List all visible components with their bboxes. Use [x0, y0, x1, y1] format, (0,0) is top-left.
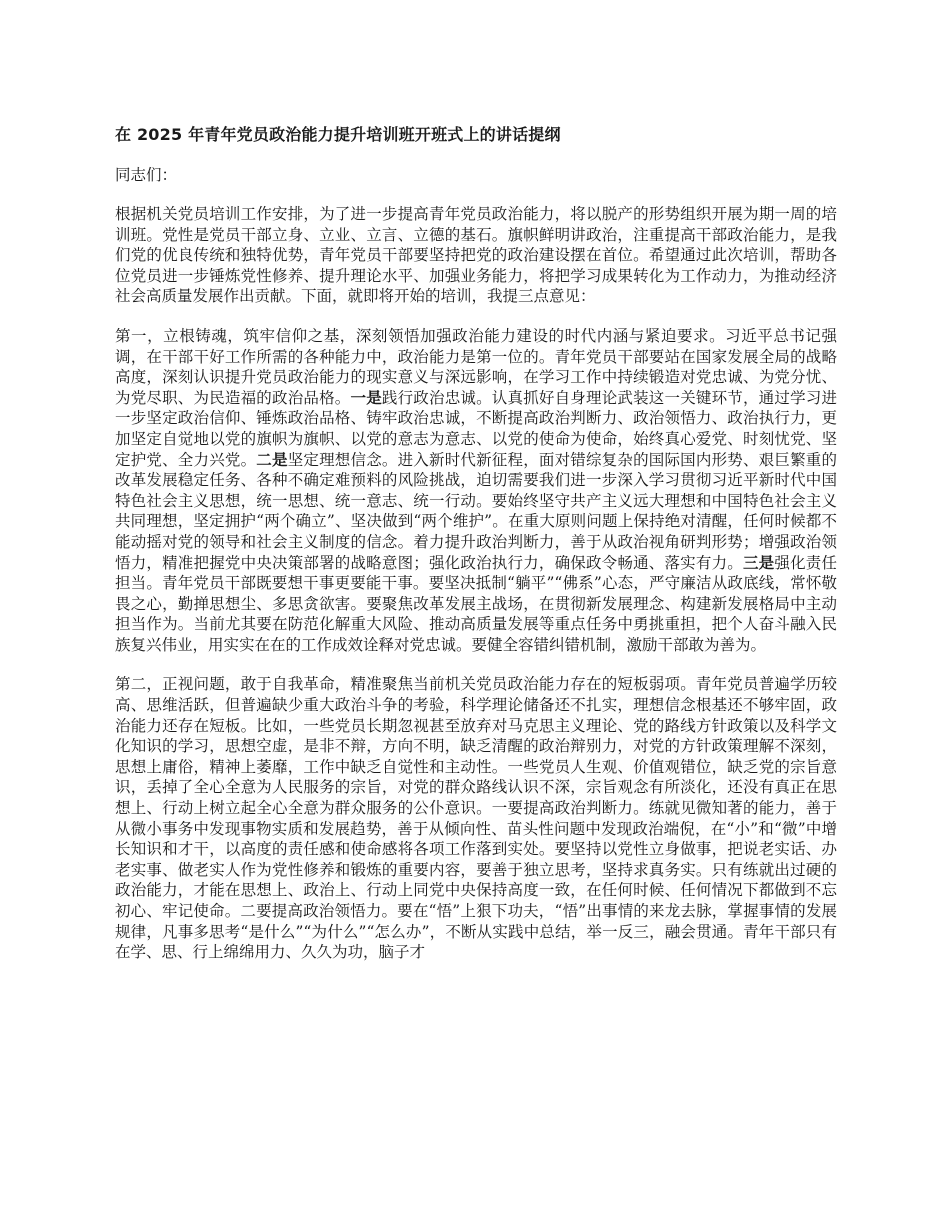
- document-page: [115, 124, 837, 982]
- section-one-paragraph: [115, 326, 837, 656]
- point-three-label: 三是: [742, 553, 775, 572]
- document-title: 在 2025 年青年党员政治能力提升培训班开班式上的讲话提纲: [115, 125, 561, 144]
- point-two-text: 坚定理想信念。进入新时代新征程，面对错综复杂的国际国内形势、艰巨繁重的改革发展稳定任务、各种不确定难预料的风险挑战，迫切需要我们进一步深入学习贯彻习近平新时代中国特色社会主义思想，统一思想、统一意志、统一行动。要始终坚守共产主义远大理想和中国特色社会主义共同理想，坚定拥护“两个确立”、坚决做到“两个维护”。在重大原则问题上保持绝对清醒，任何时候都不能动摇对党的领导和社会主义制度的信念。着力提升政治判断力，善于从政治视角研判形势；增强政治领悟力，精准把握党中央决策部署的战略意图；强化政治执行力，确保政令畅通、落实有力。: [115, 450, 837, 572]
- section-two-paragraph: 第二，正视问题，敢于自我革命，精准聚焦当前机关党员政治能力存在的短板弱项。青年党员普遍学历较高、思维活跃，但普遍缺少重大政治斗争的考验，科学理论储备还不扎实，理想信念根基还不够牢固，政治能力还存在短板。比如，一些党员长期忽视甚至放弃对马克思主义理论、党的路线方针政策以及科学文化知识的学习，思想空虚，是非不辩，方向不明，缺乏清醒的政治辩别力，对党的方针政策理解不深刻，思想上庸俗，精神上萎靡，工作中缺乏自觉性和主动性。一些党员人生观、价值观错位，缺乏党的宗旨意识，丢掉了全心全意为人民服务的宗旨，对党的群众路线认识不深，宗旨观念有所淡化，还没有真正在思想上、行动上树立起全心全意为群众服务的公仆意识。一要提高政治判断力。练就见微知著的能力，善于从微小事务中发现事物实质和发展趋势，善于从倾向性、苗头性问题中发现政治端倪，在“小”和“微”中增长知识和才干，以高度的责任感和使命感将各项工作落到实处。要坚持以党性立身做事，把说老实话、办老实事、做老实人作为党性修养和锻炼的重要内容，要善于独立思考，坚持求真务实。只有练就出过硬的政治能力，才能在思想上、政治上、行动上同党中央保持高度一致，在任何时候、任何情况下都做到不忘初心、牢记使命。二要提高政治领悟力。要在“悟”上狠下功夫，“悟”出事情的来龙去脉，掌握事情的发展规律，凡事多思考“是什么”“为什么”“怎么办”，不断从实践中总结，举一反三，融会贯通。青年干部只有在学、思、行上绵绵用力、久久为功，脑子才: [115, 675, 837, 962]
- point-three-text: 强化责任担当。青年党员干部既要想干事更要能干事。要坚决抵制“躺平”“佛系”心态，严守廉洁从政底线，常怀敬畏之心，勤掸思想尘、多思贪欲害。要聚焦改革发展主战场，在贯彻新发展理念、构建新发展格局中主动担当作为。当前尤其要在防范化解重大风险、推动高质量发展等重点任务中勇挑重担，把个人奋斗融入民族复兴伟业，用实实在在的工作成效诠释对党忠诚。要健全容错纠错机制，激励干部敢为善为。: [115, 553, 837, 654]
- point-two-label: 二是: [256, 450, 288, 469]
- greeting: 同志们：: [115, 166, 178, 184]
- point-one-label: 一是: [350, 388, 382, 407]
- intro-paragraph: 根据机关党员培训工作安排，为了进一步提高青年党员政治能力，将以脱产的形势组织开展为期一周的培训班。党性是党员干部立身、立业、立言、立德的基石。旗帜鲜明讲政治，注重提高干部政治能力，是我们党的优良传统和独特优势，青年党员干部要坚持把党的政治建设摆在首位。希望通过此次培训，帮助各位党员进一步锤炼党性修养、提升理论水平、加强业务能力，将把学习成果转化为工作动力，为推动经济社会高质量发展作出贡献。下面，就即将开始的培训，我提三点意见：: [115, 205, 837, 306]
- section-one-lead: 第一，立根铸魂，筑牢信仰之基，深刻领悟加强政治能力建设的时代内涵与紧迫要求。习近平总书记强调，在干部干好工作所需的各种能力中，政治能力是第一位的。青年党员干部要站在国家发展全局的战略高度，深刻认识提升党员政治能力的现实意义与深远影响，在学习工作中持续锻造对党忠诚、为党分忧、为党尽职、为民造福的政治品格。: [115, 326, 837, 407]
- point-one-text: 践行政治忠诚。认真抓好自身理论武装这一关键环节，通过学习进一步坚定政治信仰、锤炼政治品格、铸牢政治忠诚，不断提高政治判断力、政治领悟力、政治执行力，更加坚定自觉地以党的旗帜为旗帜、以党的意志为意志、以党的使命为使命，始终真心爱党、时刻忧党、坚定护党、全力兴党。: [115, 388, 837, 469]
